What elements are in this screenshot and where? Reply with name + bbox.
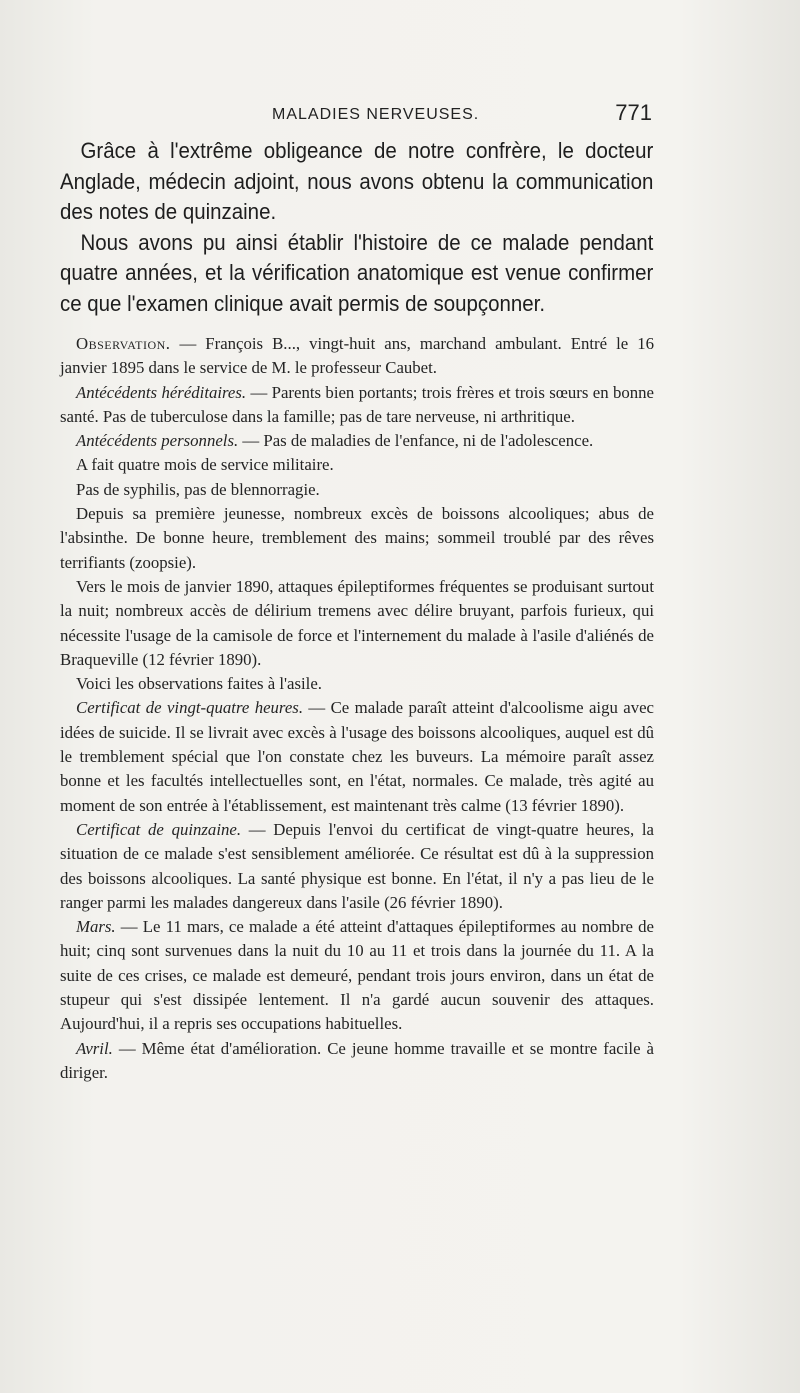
- april-label: Avril.: [76, 1038, 113, 1058]
- page-number: 771: [615, 100, 652, 125]
- april-text: — Même état d'amélioration. Ce jeune homme travaille et se montre facile à diriger.: [60, 1038, 654, 1082]
- certificate-24h-text: — Ce malade paraît atteint d'alcoolisme aigu avec idées de suicide. Il se livrait avec excès à l'usage des boissons alcooliques, auquel est dû le tremblement spécial que l'on constate chez les buveurs. La mémoire paraît assez bonne et les facultés intellectuelles sont, en l'état, normales. Ce malade, très agité au moment de son entrée à l'établissement, est maintenant très calme (13 février 1890).: [60, 698, 654, 815]
- running-head: MALADIES NERVEUSES.: [272, 106, 480, 123]
- observation-header: [60, 332, 654, 381]
- hereditary-label: Antécédents héréditaires.: [76, 382, 247, 402]
- youth-history: Depuis sa première jeunesse, nombreux excès de boissons alcooliques; abus de l'absinthe. De bonne heure, tremblement des mains; sommeil troublé par des rêves terrifiants (zoopsie).: [60, 504, 654, 572]
- observation-header-text: — François B..., vingt-huit ans, marchand ambulant. Entré le 16 janvier 1895 dans le service de M. le professeur Caubet.: [60, 334, 654, 378]
- intro-text: [60, 136, 653, 319]
- certificate-fortnight-text: — Depuis l'envoi du certificat de vingt-quatre heures, la situation de ce malade s'est sensiblement améliorée. Ce résultat est dû à la suppression des boissons alcooliques. La santé physique est bonne. En l'état, il n'y a pas lieu de le ranger parmi les malades dangereux dans l'asile (26 février 1890).: [60, 819, 654, 912]
- certificate-fortnight-label: Certificat de quinzaine.: [76, 819, 242, 839]
- observation-label: Observation.: [76, 334, 171, 353]
- march-text: — Le 11 mars, ce malade a été atteint d'attaques épileptiformes au nombre de huit; cinq sont survenues dans la nuit du 10 au 11 et trois dans la journée du 11. A la suite de ces crises, ce malade est demeuré, pendant trois jours environ, dans un état de stupeur qui s'est dissipée lentement. Il n'a gardé aucun souvenir des attaques. Aujourd'hui, il a repris ses occupations habituelles.: [60, 917, 654, 1034]
- certificate-fortnight: [60, 818, 654, 915]
- page-header: [60, 100, 652, 130]
- march-entry: [60, 915, 654, 1036]
- march-label: Mars.: [76, 917, 116, 937]
- certificate-24h-label: Certificat de vingt-quatre heures.: [76, 698, 304, 718]
- hereditary-history: [60, 381, 654, 430]
- syphilis-note: Pas de syphilis, pas de blennorragie.: [76, 479, 320, 499]
- intro-paragraph-1: Grâce à l'extrême obligeance de notre confrère, le docteur Anglade, médecin adjoint, nous avons obtenu la communication des notes de quinzaine.: [60, 138, 654, 224]
- hereditary-text: — Parents bien portants; trois frères et trois sœurs en bonne santé. Pas de tuberculose dans la famille; pas de tare nerveuse, ni arthritique.: [60, 382, 655, 426]
- military-service: A fait quatre mois de service militaire.: [76, 455, 334, 475]
- personal-text: — Pas de maladies de l'enfance, ni de l'adolescence.: [238, 431, 594, 451]
- intro-paragraph-2: Nous avons pu ainsi établir l'histoire de ce malade pendant quatre années, et la vérification anatomique est venue confirmer ce que l'examen clinique avait permis de soupçonner.: [60, 229, 654, 316]
- asylum-intro: Voici les observations faites à l'asile.: [76, 674, 322, 694]
- personal-history: [60, 429, 654, 453]
- april-entry: [60, 1037, 654, 1086]
- certificate-24h: [60, 696, 654, 817]
- observation-block: [60, 332, 654, 1085]
- january-1890: Vers le mois de janvier 1890, attaques épileptiformes fréquentes se produisant surtout la nuit; nombreux accès de délirium tremens avec délire bruyant, parfois furieux, qui nécessite l'usage de la camisole de force et l'internement du malade à l'asile d'aliénés de Braqueville (12 février 1890).: [60, 576, 654, 669]
- personal-label: Antécédents personnels.: [76, 431, 239, 451]
